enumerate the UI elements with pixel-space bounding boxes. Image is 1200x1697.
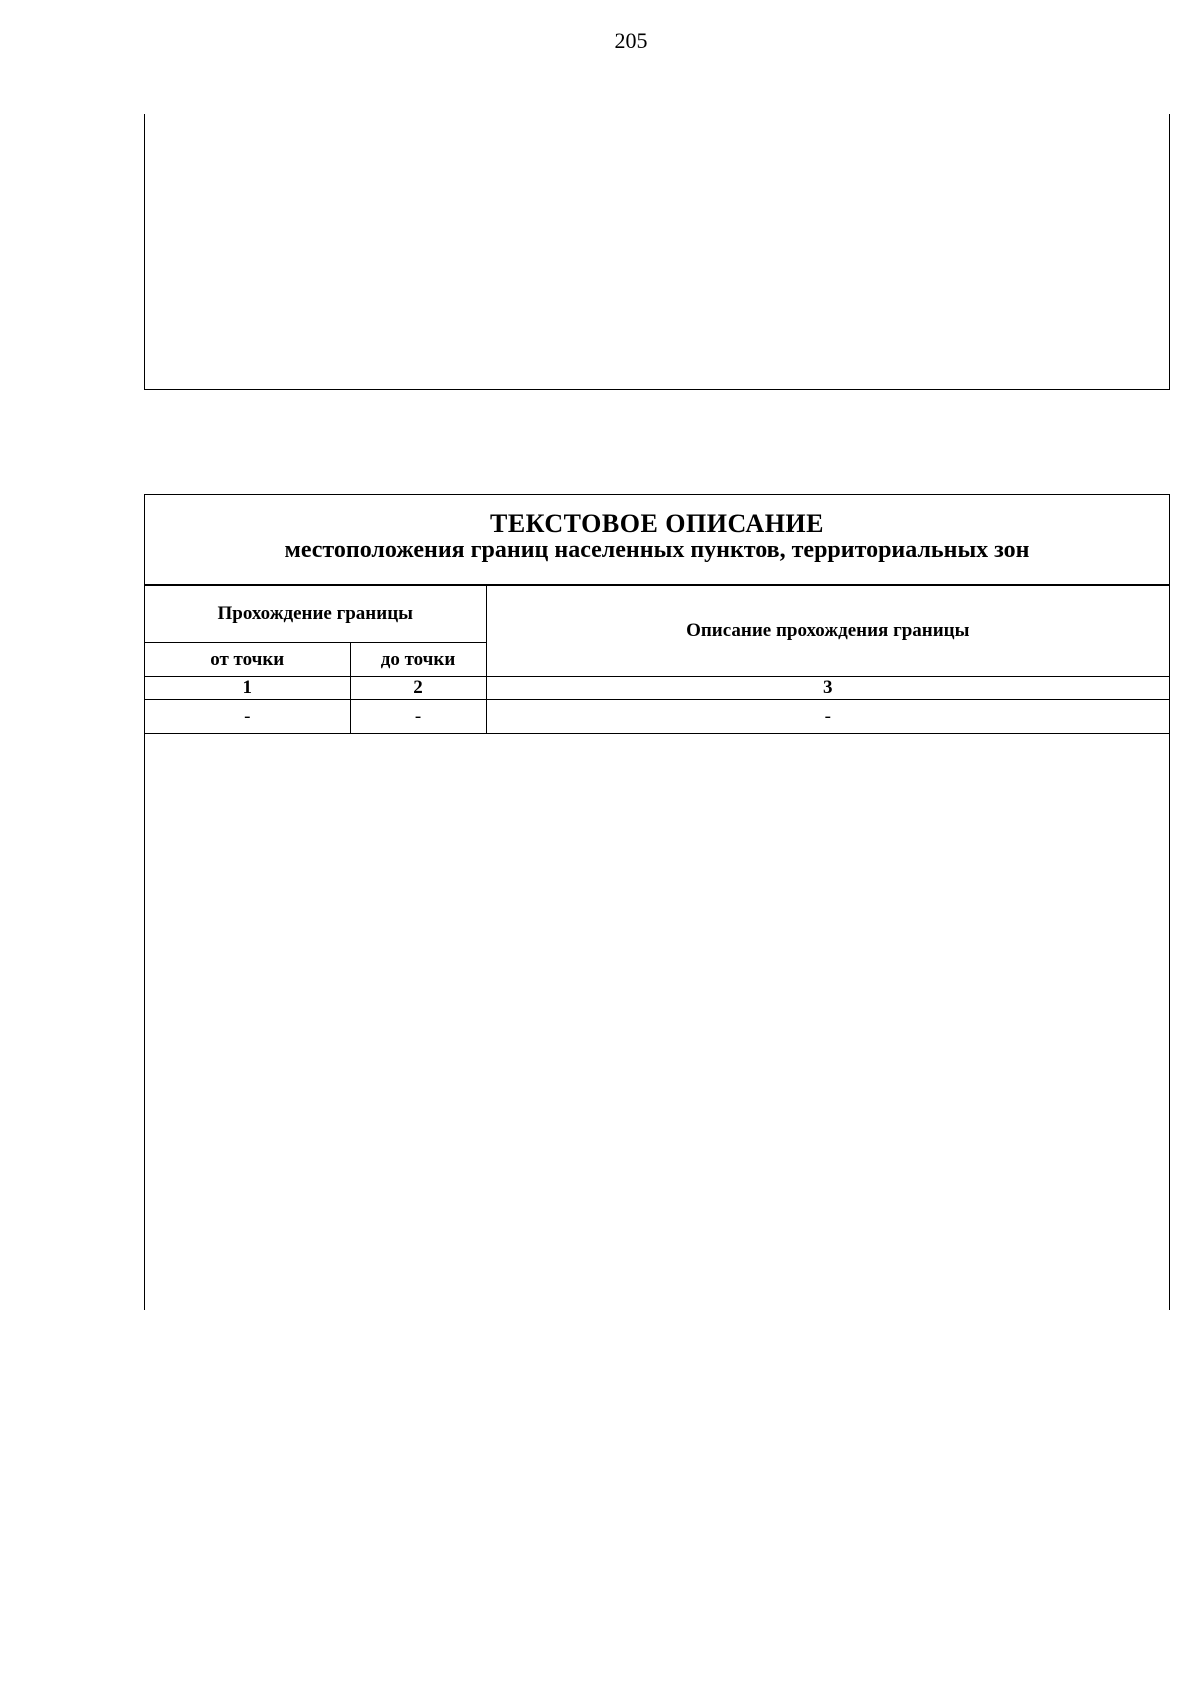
description-title-block bbox=[145, 495, 1169, 585]
text-description-frame bbox=[144, 494, 1170, 1310]
description-subtitle: местоположения границ населенных пунктов, территориальных зон bbox=[284, 537, 1030, 563]
table-row bbox=[145, 700, 1169, 734]
column-number-row bbox=[145, 677, 1169, 700]
header-from-point: от точки bbox=[145, 643, 350, 677]
page-number: 205 bbox=[614, 28, 648, 53]
table-header-row bbox=[145, 586, 1169, 643]
cell-to-point: - bbox=[350, 700, 486, 734]
header-to-point: до точки bbox=[350, 643, 486, 677]
column-number-1: 1 bbox=[145, 677, 350, 700]
column-number-2: 2 bbox=[350, 677, 486, 700]
boundary-description-table bbox=[145, 585, 1169, 734]
cell-from-point: - bbox=[145, 700, 350, 734]
column-number-3: 3 bbox=[486, 677, 1169, 700]
header-boundary-passage: Прохождение границы bbox=[145, 586, 486, 643]
header-boundary-description: Описание прохождения границы bbox=[486, 586, 1169, 677]
cell-description: - bbox=[486, 700, 1169, 734]
description-title: ТЕКСТОВОЕ ОПИСАНИЕ bbox=[489, 509, 824, 538]
previous-section-frame bbox=[144, 114, 1170, 390]
